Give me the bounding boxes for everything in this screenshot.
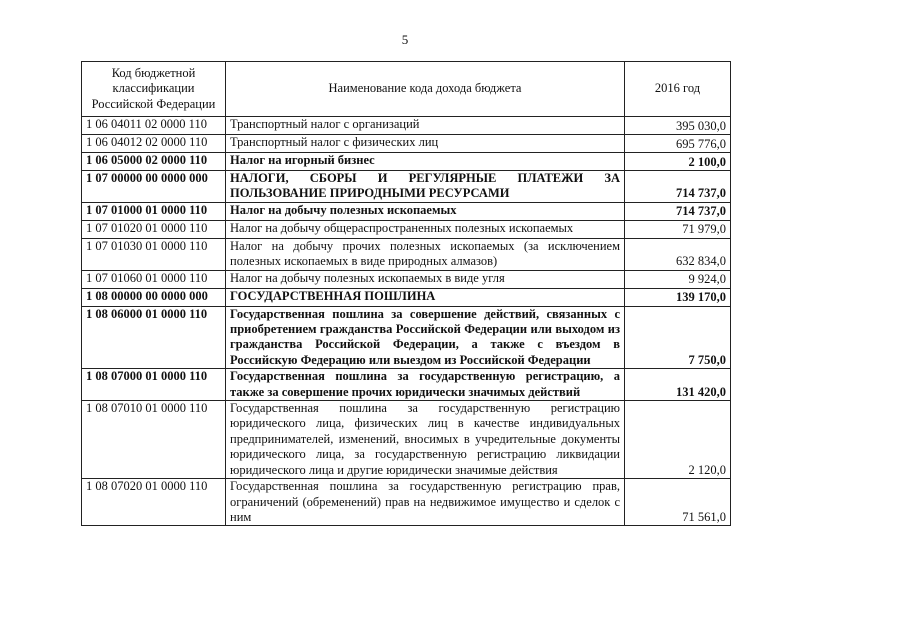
row-value: 9 924,0 bbox=[625, 270, 731, 288]
row-name: Налог на добычу полезных ископаемых в виде угля bbox=[226, 270, 625, 288]
row-name: Государственная пошлина за совершение действий, связанных с приобретением гражданства Российской Федерации или выходом из гражданства Российской Федерации, а также с въездом в Российскую Федерацию или выездом из Российской Федерации bbox=[226, 306, 625, 369]
table-row bbox=[82, 202, 731, 220]
row-code: 1 06 04011 02 0000 110 bbox=[82, 117, 226, 135]
row-name: ГОСУДАРСТВЕННАЯ ПОШЛИНА bbox=[226, 288, 625, 306]
table-row bbox=[82, 270, 731, 288]
table-row bbox=[82, 479, 731, 526]
row-code: 1 08 07010 01 0000 110 bbox=[82, 401, 226, 479]
row-value: 131 420,0 bbox=[625, 369, 731, 401]
header-name: Наименование кода дохода бюджета bbox=[226, 62, 625, 117]
row-name: Транспортный налог с организаций bbox=[226, 117, 625, 135]
row-value: 714 737,0 bbox=[625, 171, 731, 203]
table-row bbox=[82, 220, 731, 238]
row-value: 395 030,0 bbox=[625, 117, 731, 135]
table-header-row bbox=[82, 62, 731, 117]
header-code: Код бюджетной классификации Российской Федерации bbox=[82, 62, 226, 117]
row-value: 2 120,0 bbox=[625, 401, 731, 479]
table-row bbox=[82, 369, 731, 401]
row-code: 1 07 01030 01 0000 110 bbox=[82, 238, 226, 270]
row-value: 695 776,0 bbox=[625, 135, 731, 153]
row-name: Налог на игорный бизнес bbox=[226, 153, 625, 171]
row-name: НАЛОГИ, СБОРЫ И РЕГУЛЯРНЫЕ ПЛАТЕЖИ ЗА ПОЛЬЗОВАНИЕ ПРИРОДНЫМИ РЕСУРСАМИ bbox=[226, 171, 625, 203]
row-name: Государственная пошлина за государственную регистрацию юридического лица, физических лиц в качестве индивидуальных предпринимателей, изменений, вносимых в учредительные документы юридического лица, за государственную регистрацию ликвидации юридического лица и другие юридически значимые действия bbox=[226, 401, 625, 479]
row-value: 2 100,0 bbox=[625, 153, 731, 171]
row-code: 1 08 06000 01 0000 110 bbox=[82, 306, 226, 369]
row-name: Налог на добычу полезных ископаемых bbox=[226, 202, 625, 220]
row-name: Налог на добычу прочих полезных ископаемых (за исключением полезных ископаемых в виде природных алмазов) bbox=[226, 238, 625, 270]
row-value: 714 737,0 bbox=[625, 202, 731, 220]
table-row bbox=[82, 135, 731, 153]
row-code: 1 07 00000 00 0000 000 bbox=[82, 171, 226, 203]
table-row bbox=[82, 288, 731, 306]
row-code: 1 08 07000 01 0000 110 bbox=[82, 369, 226, 401]
table-row bbox=[82, 171, 731, 203]
row-name: Государственная пошлина за государственную регистрацию прав, ограничений (обременений) прав на недвижимое имущество и сделок с ним bbox=[226, 479, 625, 526]
table-row bbox=[82, 238, 731, 270]
row-code: 1 07 01000 01 0000 110 bbox=[82, 202, 226, 220]
row-code: 1 08 07020 01 0000 110 bbox=[82, 479, 226, 526]
row-code: 1 08 00000 00 0000 000 bbox=[82, 288, 226, 306]
table-row bbox=[82, 117, 731, 135]
header-year: 2016 год bbox=[625, 62, 731, 117]
row-name: Налог на добычу общераспространенных полезных ископаемых bbox=[226, 220, 625, 238]
row-name: Транспортный налог с физических лиц bbox=[226, 135, 625, 153]
row-code: 1 07 01060 01 0000 110 bbox=[82, 270, 226, 288]
row-value: 71 979,0 bbox=[625, 220, 731, 238]
table-row bbox=[82, 153, 731, 171]
table-row bbox=[82, 306, 731, 369]
row-value: 139 170,0 bbox=[625, 288, 731, 306]
row-value: 632 834,0 bbox=[625, 238, 731, 270]
page-number: 5 bbox=[401, 32, 409, 47]
row-code: 1 06 05000 02 0000 110 bbox=[82, 153, 226, 171]
row-value: 7 750,0 bbox=[625, 306, 731, 369]
row-value: 71 561,0 bbox=[625, 479, 731, 526]
budget-revenue-table bbox=[81, 61, 731, 526]
row-code: 1 06 04012 02 0000 110 bbox=[82, 135, 226, 153]
table-row bbox=[82, 401, 731, 479]
row-name: Государственная пошлина за государственную регистрацию, а также за совершение прочих юридически значимых действий bbox=[226, 369, 625, 401]
row-code: 1 07 01020 01 0000 110 bbox=[82, 220, 226, 238]
